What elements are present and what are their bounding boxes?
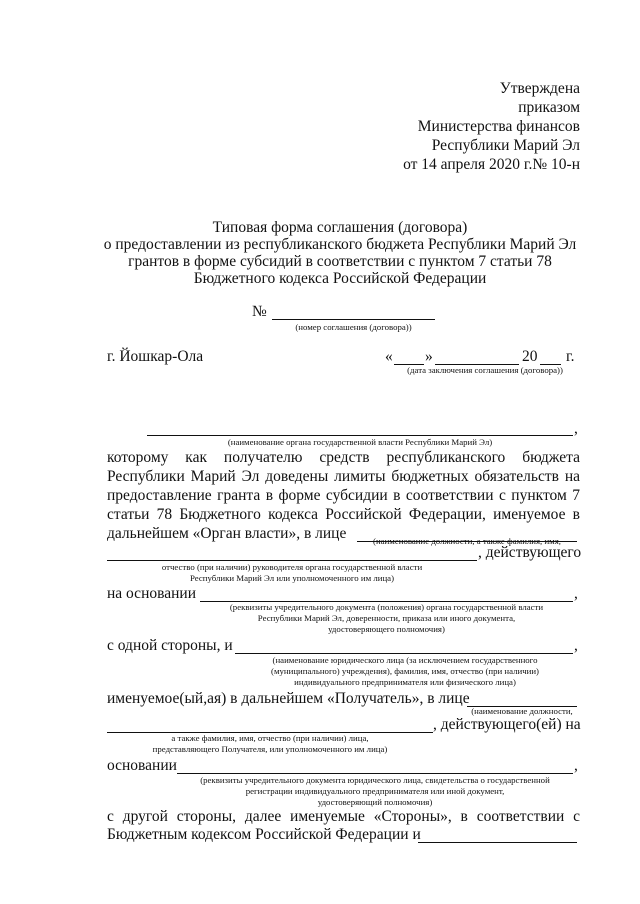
legal-hint-3: индивидуального предпринимателя или физического лица) [294,677,516,687]
doc-hint-1: (реквизиты учредительного документа юридического лица, свидетельства о государственной [200,775,550,785]
paragraph-1-line-1: которому как получателю средств республиканского бюджета [107,449,580,466]
one-side-text: с одной стороны, и [107,637,233,654]
basis-hint-3: удостоверяющего полномочия) [328,624,445,634]
comma-2: , [574,585,578,602]
authority-representative-name-field[interactable] [107,560,477,561]
number-hint: (номер соглашения (договора)) [295,322,412,332]
authority-hint: (наименование органа государственной власти Республики Марий Эл) [227,437,493,447]
acting-text: , действующего [478,544,582,561]
rep-hint-2: представляющего Получателя, или уполномоченного им лица) [152,744,388,754]
date-year-suffix: г. [566,348,575,365]
approval-line-3: Министерства финансов [417,118,580,135]
paragraph-1-line-3: предоставление гранта в форме субсидии в соответствии с пунктом 7 [107,487,580,504]
basis-label: на основании [107,585,196,602]
date-quote-open: « [385,348,393,365]
paragraph-2-line-2: Бюджетным кодексом Российской Федерации и [107,826,421,843]
basis-hint-1: (реквизиты учредительного документа (положения) органа государственной власти [229,602,544,612]
basis-hint-2: Республики Марий Эл, доверенности, приказа или иного документа, [257,613,516,623]
basis2-label: основании [107,757,177,774]
rep-hint-1: а также фамилия, имя, отчество (при наличии) лица, [171,733,369,743]
authority-name-field[interactable] [147,435,573,436]
acting2-text: , действующего(ей) на [433,716,581,733]
approval-line-5: от 14 апреля 2020 г.№ 10-н [403,156,580,173]
head-hint-1: отчество (при наличии) руководителя органа государственной власти [161,562,423,572]
date-hint: (дата заключения соглашения (договора)) [407,365,563,375]
doc-hint-3: удостоверяющий полномочия) [317,797,433,807]
date-year-prefix: 20 [522,348,538,365]
date-quote-close: » [425,348,433,365]
position-hint: (наименование должности, а также фамилия, имя, [373,536,561,546]
paragraph-1-line-4: статьи 78 Бюджетного кодекса Российской Федерации, именуемое в [107,506,580,523]
recipient-text: именуемое(ый,ая) в дальнейшем «Получатель», в лице [107,690,470,707]
number-sign: № [252,303,267,320]
number-field-line[interactable] [272,319,435,320]
comma-3: , [574,637,578,654]
recipient-name-field[interactable] [235,653,573,654]
paragraph-1-line-2: Республики Марий Эл доведены лимиты бюджетных обязательств на [107,468,580,485]
position2-hint: (наименование должности, [471,706,573,716]
head-hint-2: Республики Марий Эл или уполномоченного им лица) [189,573,395,583]
comma-4: , [574,757,578,774]
title-line-3: грантов в форме субсидий в соответствии с пунктом 7 статьи 78 [128,253,552,270]
title-line-4: Бюджетного кодекса Российской Федерации [193,270,487,287]
legal-hint-1: (наименование юридического лица (за исключением государственного [272,655,538,665]
title-line-2: о предоставлении из республиканского бюджета Республики Марий Эл [103,236,577,253]
approval-line-4: Республики Марий Эл [431,137,580,154]
city-name: г. Йошкар-Ола [107,348,204,365]
paragraph-1-line-5: дальнейшем «Орган власти», в лице [107,525,347,542]
approval-line-2: приказом [518,99,580,116]
legal-hint-2: (муниципального) учреждения), фамилия, имя, отчество (при наличии) [271,666,539,676]
title-line-1: Типовая форма соглашения (договора) [212,219,468,236]
doc-hint-2: регистрации индивидуального предпринимателя или иной документ, [245,786,505,796]
law-reference-field[interactable] [418,842,577,843]
comma-1: , [574,420,578,437]
basis2-field[interactable] [177,773,573,774]
approval-line-1: Утверждена [499,80,580,97]
paragraph-2-line-1: с другой стороны, далее именуемые «Стороны», в соответствии с [107,808,580,825]
